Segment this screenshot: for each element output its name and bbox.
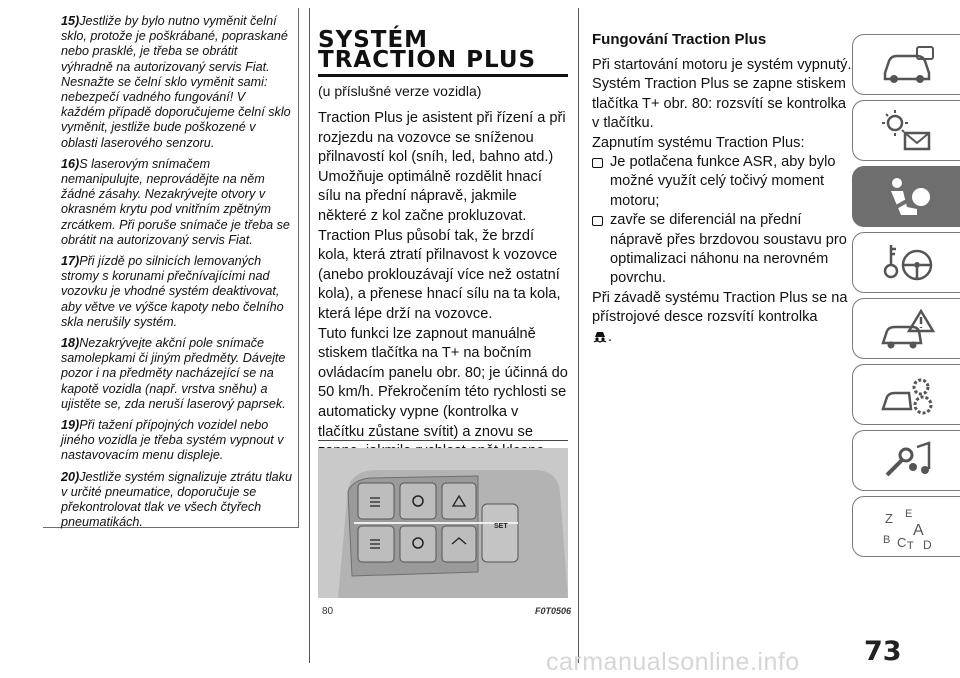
tab-emergency[interactable]: [852, 298, 960, 359]
section-traction-plus: [318, 27, 568, 481]
figure-number: 80: [322, 606, 334, 617]
svg-text:B: B: [882, 533, 890, 546]
switch-panel-illustration: [318, 448, 568, 598]
paragraph: Umožňuje optimálně rozdělit hnací sílu na přední nápravě, jakmile některé z kol začne prokluzovat.: [318, 168, 542, 224]
warning-17: 17)Při jízdě po silnicích lemovaných stromy s korunami přečnívajícími nad vozovku je vhodné systém deaktivovat, aby větve ve výšce kapoty nebo čelního skla nerušily systém.: [61, 254, 284, 329]
list-item: zavře se diferenciál na přední nápravě přes brzdovou soustavu pro optimalizaci náhonu na nerovném povrchu.: [592, 211, 852, 289]
paragraph: Traction Plus je asistent při řízení a při rozjezdu na vozovce se sníženou přilnavostí kol (sníh, led, bahno atd.): [318, 110, 566, 166]
svg-text:T: T: [906, 539, 914, 551]
function-body: [592, 56, 852, 347]
section-function: [592, 30, 852, 347]
paragraph: Traction Plus působí tak, že brzdí kola, která ztratí přilnavost k vozovce (anebo proklouzávají více než ostatní kola), a přenese hnací sílu na ta kola, která lépe drží na vozovce.: [318, 227, 561, 322]
warning-15: 15)Jestliže by bylo nutno vyměnit čelní sklo, protože je poškrábané, popraskané nebo prasklé, je třeba se obrátit výhradně na autorizovaný servis Fiat. Nesnažte se čelní sklo vyměnit sami: nebezpečí vadného fungování! V každém případě doporučujeme čelní sklo vyměnit, jestliže bude poškozené v oblasti laserového senzoru.: [61, 14, 291, 150]
tab-lights[interactable]: [852, 100, 960, 161]
version-note: (u příslušné verze vozidla): [318, 83, 482, 99]
watermark: carmanualsonline.info: [546, 648, 800, 676]
lights-mail-icon: [877, 107, 937, 155]
wrench-music-icon: [877, 437, 937, 485]
paragraph: Při závadě systému Traction Plus se na přístrojové desce rozsvítí kontrolka .: [592, 289, 848, 345]
section-title: SYSTÉM TRACTION PLUS: [318, 30, 568, 77]
tab-dashboard[interactable]: [852, 34, 960, 95]
warning-16: 16)S laserovým snímačem nemanipulujte, neprovádějte na něm žádné zásahy. Nezakrývejte otvory v okrasném krytu pod vnitřním zpětným zrcátkem. Při poruše snímače je třeba se obrátit na autorizovaný servis Fiat.: [61, 156, 290, 247]
figure-top-rule: [318, 440, 568, 441]
paragraph: Při startování motoru je systém vypnutý. Systém Traction Plus se zapne stiskem tlačítka T+ obr. 80: rozsvítí se kontrolka v tlačítku.: [592, 57, 852, 132]
section-body: [318, 109, 568, 481]
tab-starting[interactable]: [852, 232, 960, 293]
alphabet-index-icon: [877, 503, 937, 551]
checkbox-bullet-icon: [592, 216, 603, 226]
checkbox-bullet-icon: [592, 158, 603, 168]
svg-text:C: C: [896, 534, 906, 550]
svg-text:A: A: [912, 521, 924, 539]
tab-multimedia[interactable]: [852, 430, 960, 491]
seat-airbag-icon: [877, 173, 937, 221]
warning-18: 18)Nezakrývejte akční pole snímače samolepkami či jiným předměty. Dávejte pozor i na předměty nacházející se na kapotě vozidla (např. vrstva sněhu) a ujistěte se, zda neruší laserový paprsek.: [61, 336, 286, 411]
page-number: 73: [864, 636, 902, 667]
tab-maintenance[interactable]: [852, 364, 960, 425]
function-heading: Fungování Traction Plus: [592, 31, 767, 48]
svg-text:Z: Z: [884, 510, 893, 526]
figure-code: F0T0506: [535, 606, 572, 616]
warning-19: 19)Při tažení přípojných vozidel nebo jiného vozidla je třeba systém vypnout v nastavovacím menu displeje.: [61, 418, 284, 463]
traction-plus-warning-icon: [592, 328, 608, 344]
svg-text:E: E: [904, 507, 912, 520]
control-panel-figure: [318, 448, 568, 598]
key-steering-icon: [877, 239, 937, 287]
tab-index[interactable]: [852, 496, 960, 557]
paragraph: Zapnutím systému Traction Plus:: [592, 134, 805, 151]
car-warning-icon: [877, 305, 937, 353]
warning-20: 20)Jestliže systém signalizuje ztrátu tlaku v určité pneumatice, doporučuje se překontrolovat tlak ve všech čtyřech pneumatikách.: [61, 469, 292, 530]
column-divider-right: [578, 8, 579, 663]
paragraph: Tuto funkci lze zapnout manuálně stiskem tlačítka na T+ na bočním ovládacím panelu obr. 80; je účinná do 50 km/h. Překročením této rychlosti se automaticky vypne (kontrolka v tlačítku zůstane svítit) a znovu se: [318, 325, 568, 440]
car-dashboard-icon: [877, 41, 937, 89]
column-divider-left: [309, 8, 310, 663]
list-item: Je potlačena funkce ASR, aby bylo možné využít celý točivý moment motoru;: [592, 153, 852, 211]
car-gears-icon: [877, 371, 937, 419]
svg-text:D: D: [922, 537, 932, 551]
tab-safety[interactable]: [852, 166, 960, 227]
svg-text:SET: SET: [494, 523, 508, 530]
warnings-box: [43, 8, 299, 528]
